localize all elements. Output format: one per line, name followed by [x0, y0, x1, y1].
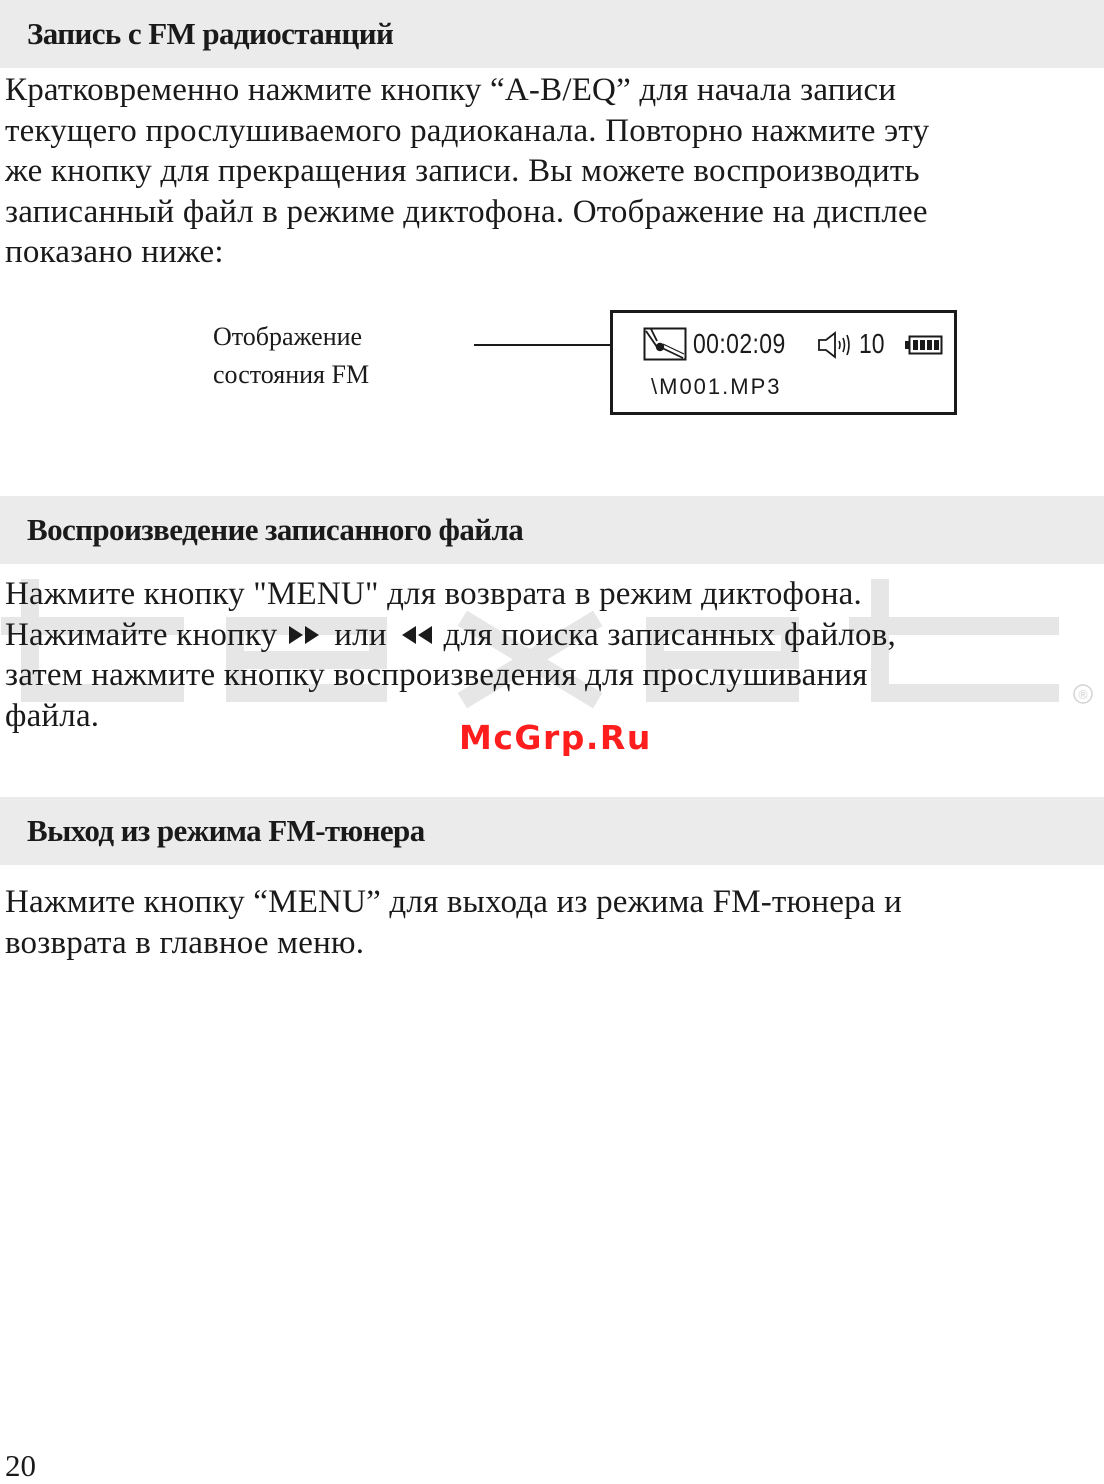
text-line: файла.: [5, 697, 100, 734]
page-number: 20: [5, 1448, 36, 1483]
section-heading-text: Выход из режима FM-тюнера: [27, 813, 425, 848]
text-line: текущего прослушиваемого радиоканала. Повторно нажмите эту: [5, 112, 930, 149]
paragraph-exit-fm: [5, 882, 1100, 963]
section-heading-exit-fm: [0, 797, 1104, 865]
paragraph-playback: [5, 574, 1100, 736]
section-heading-fm-recording: [0, 0, 1104, 68]
text-fragment: Нажимайте кнопку: [5, 616, 286, 653]
text-line: Нажмите кнопку “MENU” для выхода из режима FM-тюнера и: [5, 884, 902, 920]
text-line: Кратковременно нажмите кнопку “A-B/EQ” для начала записи: [5, 72, 897, 108]
elapsed-time: 00:02:09: [693, 328, 786, 359]
text-line: показано ниже:: [5, 234, 224, 270]
registered-mark: ®: [1077, 688, 1089, 702]
text-fragment: для поиска записанных файлов,: [435, 616, 896, 653]
site-watermark: McGrp.Ru: [459, 718, 652, 757]
text-line: Нажмите кнопку "MENU" для возврата в режим диктофона.: [5, 576, 862, 612]
rewind-icon: [395, 624, 435, 646]
text-line-with-icons: [5, 615, 1100, 656]
speaker-icon: [816, 331, 854, 364]
volume-level: 10: [859, 328, 885, 359]
paragraph-fm-recording: [5, 70, 1100, 273]
section-heading-playback: [0, 496, 1104, 564]
text-fragment: или: [325, 616, 396, 653]
figure-caption-line: состояния FM: [213, 360, 370, 389]
section-heading-text: Запись с FM радиостанций: [27, 16, 394, 51]
figure-caption-line: Отображение: [213, 322, 363, 351]
device-display: [610, 310, 957, 415]
battery-icon: [905, 335, 943, 360]
section-heading-text: Воспроизведение записанного файла: [27, 512, 524, 547]
fast-forward-icon: [286, 624, 326, 646]
recorded-filename: \M001.MP3: [651, 374, 782, 399]
text-line: записанный файл в режиме диктофона. Отображение на дисплее: [5, 193, 928, 230]
fm-record-icon: [643, 327, 687, 366]
text-line: затем нажмите кнопку воспроизведения для прослушивания: [5, 657, 868, 693]
text-line: возврата в главное меню.: [5, 924, 365, 961]
figure-caption: [213, 318, 369, 394]
text-line: же кнопку для прекращения записи. Вы можете воспроизводить: [5, 153, 920, 189]
